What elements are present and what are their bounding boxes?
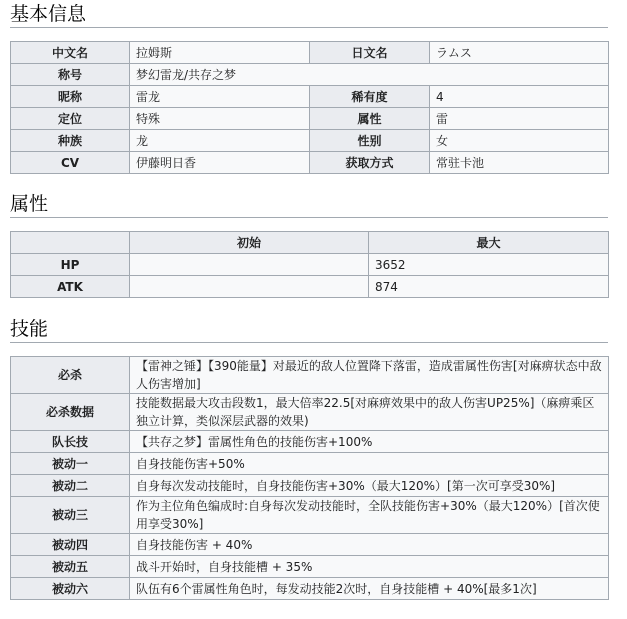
label-cv: CV	[11, 152, 130, 174]
label-element: 属性	[310, 108, 430, 130]
label-japanese-name: 日文名	[310, 42, 430, 64]
table-row	[11, 42, 609, 64]
label-leader-skill: 队长技	[11, 431, 130, 453]
table-row	[11, 431, 609, 453]
value-hp-initial	[130, 254, 369, 276]
label-passive-5: 被动五	[11, 556, 130, 578]
value-cv: 伊藤明日香	[130, 152, 310, 174]
label-passive-4: 被动四	[11, 534, 130, 556]
table-row	[11, 497, 609, 534]
label-ultimate: 必杀	[11, 357, 130, 394]
value-passive-4: 自身技能伤害 + 40%	[130, 534, 609, 556]
value-atk-initial	[130, 276, 369, 298]
label-role: 定位	[11, 108, 130, 130]
label-gender: 性别	[310, 130, 430, 152]
value-hp-max: 3652	[369, 254, 609, 276]
table-row	[11, 152, 609, 174]
table-row	[11, 86, 609, 108]
label-passive-1: 被动一	[11, 453, 130, 475]
value-gender: 女	[430, 130, 609, 152]
column-header-initial: 初始	[130, 232, 369, 254]
label-passive-2: 被动二	[11, 475, 130, 497]
skills-table	[10, 356, 609, 600]
table-row	[11, 475, 609, 497]
label-ultimate-data: 必杀数据	[11, 394, 130, 431]
value-race: 龙	[130, 130, 310, 152]
table-row	[11, 394, 609, 431]
basic-info-table	[10, 41, 609, 174]
table-row	[11, 453, 609, 475]
value-leader-skill: 【共存之梦】雷属性角色的技能伤害+100%	[130, 431, 609, 453]
label-nickname: 昵称	[11, 86, 130, 108]
value-passive-2: 自身每次发动技能时，自身技能伤害+30%（最大120%）[第一次可享受30%]	[130, 475, 609, 497]
table-header-row	[11, 232, 609, 254]
table-row	[11, 534, 609, 556]
value-element: 雷	[430, 108, 609, 130]
label-acquisition: 获取方式	[310, 152, 430, 174]
value-passive-1: 自身技能伤害+50%	[130, 453, 609, 475]
label-hp: HP	[11, 254, 130, 276]
section-heading-basic-info: 基本信息	[10, 1, 608, 28]
table-row	[11, 357, 609, 394]
value-passive-3: 作为主位角色编成时:自身每次发动技能时，全队技能伤害+30%（最大120%）[首次使用享受30%]	[130, 497, 609, 534]
table-row	[11, 254, 609, 276]
value-ultimate: 【雷神之锤】【390能量】对最近的敌人位置降下落雷，造成雷属性伤害[对麻痹状态中敌人伤害增加]	[130, 357, 609, 394]
table-row	[11, 578, 609, 600]
label-passive-6: 被动六	[11, 578, 130, 600]
table-row	[11, 130, 609, 152]
section-heading-attributes: 属性	[10, 191, 608, 218]
column-header-max: 最大	[369, 232, 609, 254]
value-chinese-name: 拉姆斯	[130, 42, 310, 64]
label-race: 种族	[11, 130, 130, 152]
table-row	[11, 108, 609, 130]
value-ultimate-data: 技能数据最大攻击段数1，最大倍率22.5[对麻痹效果中的敌人伤害UP25%]（麻痹乘区独立计算，类似深层武器的效果)	[130, 394, 609, 431]
value-title: 梦幻雷龙/共存之梦	[130, 64, 609, 86]
label-rarity: 稀有度	[310, 86, 430, 108]
value-nickname: 雷龙	[130, 86, 310, 108]
value-passive-6: 队伍有6个雷属性角色时，每发动技能2次时，自身技能槽 + 40%[最多1次]	[130, 578, 609, 600]
value-rarity: 4	[430, 86, 609, 108]
label-atk: ATK	[11, 276, 130, 298]
value-role: 特殊	[130, 108, 310, 130]
table-row	[11, 556, 609, 578]
column-header-blank	[11, 232, 130, 254]
value-japanese-name: ラムス	[430, 42, 609, 64]
section-heading-skills: 技能	[10, 316, 608, 343]
label-title: 称号	[11, 64, 130, 86]
value-atk-max: 874	[369, 276, 609, 298]
value-acquisition: 常驻卡池	[430, 152, 609, 174]
label-passive-3: 被动三	[11, 497, 130, 534]
value-passive-5: 战斗开始时，自身技能槽 + 35%	[130, 556, 609, 578]
label-chinese-name: 中文名	[11, 42, 130, 64]
table-row	[11, 276, 609, 298]
table-row	[11, 64, 609, 86]
attributes-table	[10, 231, 609, 298]
